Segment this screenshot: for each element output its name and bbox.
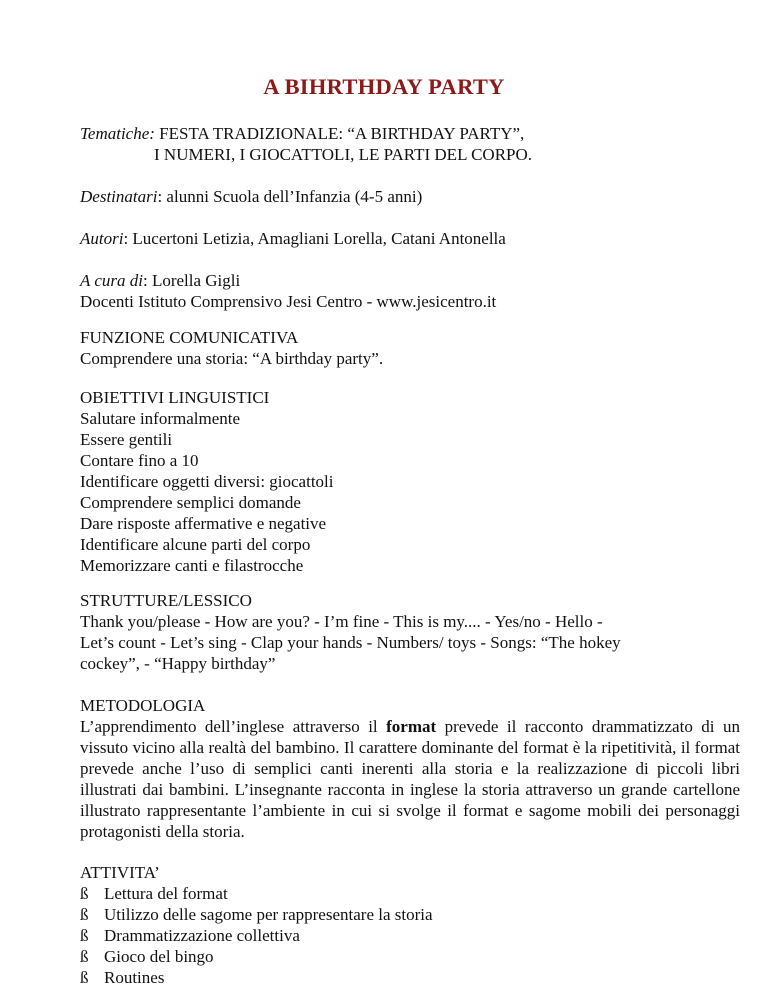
tematiche-line-1: FESTA TRADIZIONALE: “A BIRTHDAY PARTY”, bbox=[159, 124, 525, 143]
bullet-icon: ß bbox=[80, 947, 89, 966]
strutture-heading: STRUTTURE/LESSICO bbox=[80, 591, 252, 610]
metodologia-paragraph bbox=[80, 716, 740, 842]
tematiche-line-2: I NUMERI, I GIOCATTOLI, LE PARTI DEL CORPO. bbox=[154, 145, 533, 164]
list-item-text: Routines bbox=[104, 968, 165, 987]
funzione-heading: FUNZIONE COMUNICATIVA bbox=[80, 328, 299, 347]
cura-section bbox=[80, 270, 740, 312]
cura-line-2: Docenti Istituto Comprensivo Jesi Centro - www.jesicentro.it bbox=[80, 292, 497, 311]
obiettivi-heading: OBIETTIVI LINGUISTICI bbox=[80, 388, 270, 407]
attivita-heading: ATTIVITA’ bbox=[80, 863, 160, 882]
list-item bbox=[80, 904, 740, 925]
strutture-line: Thank you/please - How are you? - I’m fine - This is my.... - Yes/no - Hello - bbox=[80, 612, 603, 631]
list-item: Identificare alcune parti del corpo bbox=[80, 535, 311, 554]
list-item: Comprendere semplici domande bbox=[80, 493, 301, 512]
strutture-line: Let’s count - Let’s sing - Clap your hands - Numbers/ toys - Songs: “The hokey bbox=[80, 633, 621, 652]
funzione-section bbox=[80, 327, 740, 369]
list-item-text: Lettura del format bbox=[104, 884, 228, 903]
metodologia-section bbox=[80, 695, 740, 842]
tematiche-label: Tematiche: bbox=[80, 124, 155, 143]
document-title: A BIHRTHDAY PARTY bbox=[263, 74, 505, 99]
autori-label: Autori bbox=[80, 229, 124, 248]
attivita-section bbox=[80, 862, 740, 988]
destinatari-label: Destinatari bbox=[80, 187, 158, 206]
metodologia-text-before: L’apprendimento dell’inglese attraverso il bbox=[80, 717, 387, 736]
funzione-text: Comprendere una storia: “A birthday party”. bbox=[80, 349, 384, 368]
obiettivi-section bbox=[80, 387, 740, 576]
list-item bbox=[80, 946, 740, 967]
strutture-section bbox=[80, 590, 740, 674]
list-item: Essere gentili bbox=[80, 430, 173, 449]
tematiche-section bbox=[80, 123, 740, 165]
list-item-text: Drammatizzazione collettiva bbox=[104, 926, 300, 945]
metodologia-heading: METODOLOGIA bbox=[80, 696, 206, 715]
list-item bbox=[80, 925, 740, 946]
strutture-line: cockey”, - “Happy birthday” bbox=[80, 654, 276, 673]
list-item: Identificare oggetti diversi: giocattoli bbox=[80, 472, 334, 491]
list-item: Memorizzare canti e filastrocche bbox=[80, 556, 304, 575]
list-item bbox=[80, 883, 740, 904]
list-item: Salutare informalmente bbox=[80, 409, 241, 428]
metodologia-format-term: format bbox=[386, 717, 437, 736]
cura-label: A cura di bbox=[80, 271, 143, 290]
list-item bbox=[80, 967, 740, 988]
bullet-icon: ß bbox=[80, 968, 89, 987]
list-item-text: Utilizzo delle sagome per rappresentare la storia bbox=[104, 905, 433, 924]
list-item: Contare fino a 10 bbox=[80, 451, 199, 470]
cura-value: : Lorella Gigli bbox=[142, 271, 241, 290]
list-item-text: Gioco del bingo bbox=[104, 947, 214, 966]
list-item: Dare risposte affermative e negative bbox=[80, 514, 327, 533]
destinatari-value: : alunni Scuola dell’Infanzia (4-5 anni) bbox=[157, 187, 423, 206]
bullet-icon: ß bbox=[80, 884, 89, 903]
bullet-icon: ß bbox=[80, 926, 89, 945]
autori-section bbox=[80, 228, 740, 249]
destinatari-section bbox=[80, 186, 740, 207]
bullet-icon: ß bbox=[80, 905, 89, 924]
autori-value: : Lucertoni Letizia, Amagliani Lorella, Catani Antonella bbox=[123, 229, 506, 248]
metodologia-text-after: prevede il racconto drammatizzato di un vissuto vicino alla realtà del bambino. Il carattere dominante del format è la ripetitività, il format prevede anche l’uso di semplici canti inerenti alla storia e la realizzazione di piccoli libri illustrati dai bambini. L’insegnante racconta in inglese la storia attraverso un grande cartellone illustrato rappresentante l’ambiente in cui si svolge il format e sagome mobili dei personaggi protagonisti della storia. bbox=[80, 717, 740, 841]
